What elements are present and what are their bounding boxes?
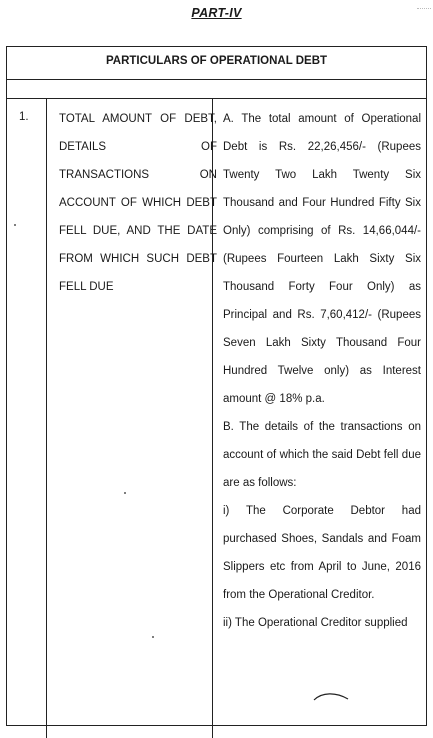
- particular-label: TOTAL AMOUNT OF DEBT, DETAILS OF TRANSACTIONS ON ACCOUNT OF WHICH DEBT FELL DUE, AND THE DATE FROM WHICH SUCH DEBT FELL DUE: [59, 113, 217, 293]
- scan-speck: [14, 224, 16, 226]
- paragraph-i-purchase: i) The Corporate Debtor had purchased Shoes, Sandals and Foam Slippers etc from April to June, 2016 from the Operational Creditor.: [223, 505, 421, 601]
- row-separator: [7, 98, 426, 99]
- page-heading: PART-IV: [191, 6, 242, 20]
- particular-details: [223, 105, 421, 637]
- paragraph-a-total-amount: A. The total amount of Operational Debt is Rs. 22,26,456/- (Rupees Twenty Two Lakh Twenty Six Thousand and Four Hundred Fifty Six Only) comprising of Rs. 14,66,044/- (Rupees Fourteen Lakh Sixty Six Thousand Forty Four Only) as Principal and Rs. 7,60,412/- (Rupees Seven Lakh Sixty Thousand Four Hundred Twelve only) as Interest amount @ 18% p.a.: [223, 113, 421, 405]
- paragraph-b-transaction-details: B. The details of the transactions on account of which the said Debt fell due are as follows:: [223, 421, 421, 489]
- section-title: PARTICULARS OF OPERATIONAL DEBT: [7, 47, 426, 80]
- scan-speck: [152, 636, 154, 638]
- scan-edge-mark: [417, 8, 431, 11]
- operational-debt-table: [6, 46, 427, 726]
- column-divider-number: [46, 98, 47, 738]
- row-number: 1.: [19, 111, 29, 123]
- scan-speck: [124, 492, 126, 494]
- paragraph-ii-supply: ii) The Operational Creditor supplied: [223, 617, 408, 629]
